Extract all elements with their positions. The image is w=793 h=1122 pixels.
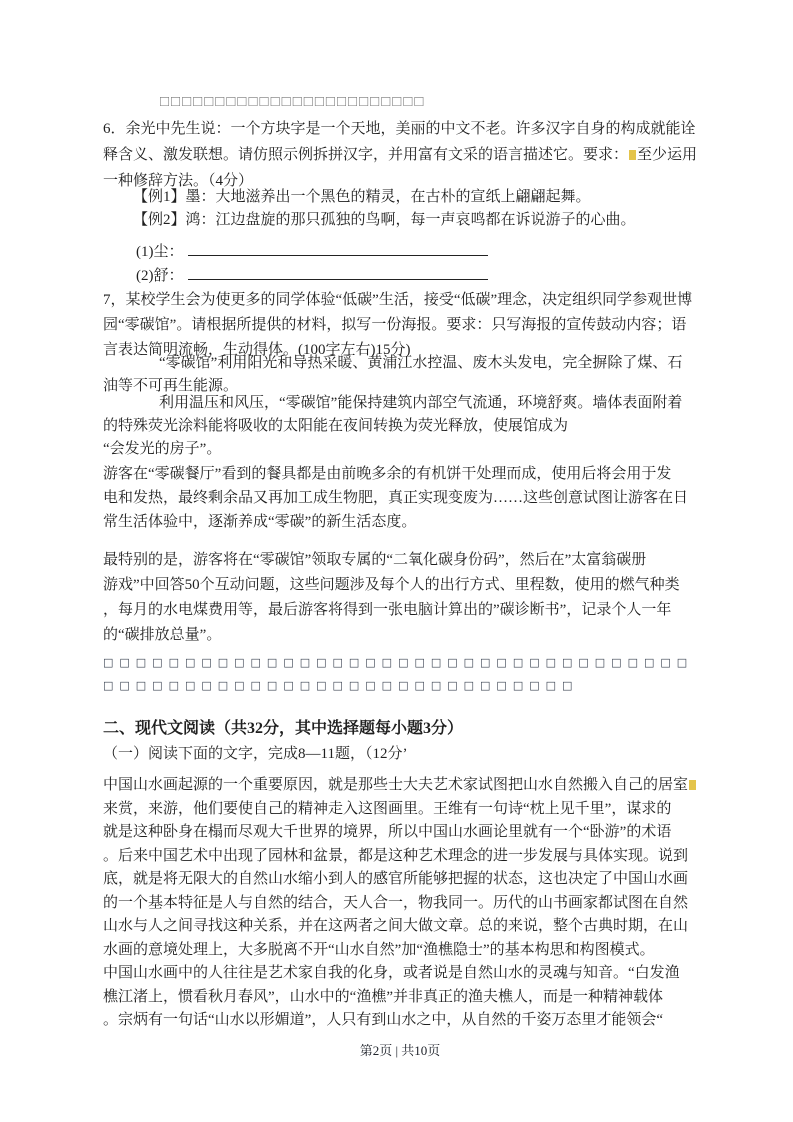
- section-2-heading: 二、现代文阅读（共32分，其中选择题每小题3分）: [103, 720, 464, 737]
- material-line: 电和发热，最终剩余品又再加工成生物肥，真正实现变废为……这些创意试图让游客在日: [103, 490, 689, 506]
- question-7-line: 园“零碳馆”。请根据所提供的材料，拟写一份海报。要求：只写海报的宣传鼓动内容；语: [103, 317, 687, 333]
- passage-line: [103, 774, 697, 798]
- box-glyphs: □□□□□□□□□□□□□□□□□□□□□□□□□□□□□□□□□□□□: [103, 656, 694, 669]
- material-line: 的“碳排放总量”。: [103, 627, 222, 643]
- material-line: ，每月的水电煤费用等，最后游客将得到一张电脑计算出的”碳诊断书”，记录个人一年: [103, 602, 672, 618]
- question-6-text: 至少运用: [637, 147, 698, 163]
- question-6-examples: [103, 186, 727, 232]
- answer-blank-line: [188, 266, 488, 280]
- highlight-mark: [689, 780, 696, 790]
- material-line: 利用温压和风压，“零碳馆”能保持建筑内部空气流通，环境舒爽。墙体表面附着: [159, 395, 683, 411]
- material-line: “零碳馆”利用阳光和导热采暖、黄浦江水控温、废木头发电，完全摒除了煤、石: [159, 355, 683, 371]
- material-line: 游客在“零碳餐厅”看到的餐具都是由前晚多余的有机饼干处理而成，使用后将会用于发: [103, 466, 672, 482]
- passage-line: 底，就是将无限大的自然山水缩小到人的感官所能够把握的状态，这也决定了中国山水画: [103, 871, 689, 887]
- material-line: 游戏”中回答50个互动问题，这些问题涉及每个人的出行方式、里程数，使用的燃气种类: [103, 577, 680, 593]
- passage-text: 中国山水画起源的一个重要原因，就是那些士大夫艺术家试图把山水自然搬入自己的居室: [103, 777, 689, 793]
- answer-blank-1-label: (1)尘：: [136, 244, 184, 260]
- material-line: 最特别的是，游客将在“零碳馆”领取专属的“二氧化碳身份码”，然后在”太富翁碳册: [103, 552, 647, 568]
- box-glyphs: □□□□□□□□□□□□□□□□□□□□□□□□□□□□□: [103, 679, 579, 692]
- question-7-line: 言表达简明流畅，生动得体。(100字左右)15分): [103, 342, 411, 358]
- page-number-footer: 第2页 | 共10页: [359, 1043, 441, 1058]
- material-line: 的特殊荧光涂料能将吸收的太阳能在夜间转换为荧光释放，使展馆成为: [103, 418, 569, 434]
- placeholder-box-row-small-2: [103, 679, 697, 692]
- passage-line: 。宗炳有一句话“山水以形媚道”，人只有到山水之中，从自然的千姿万态里才能领会“: [103, 1012, 663, 1028]
- reading-passage: [103, 774, 697, 1033]
- example-2: 【例2】鸿：江边盘旋的那只孤独的鸟啊，每一声哀鸣都在诉说游子的心曲。: [133, 212, 636, 228]
- answer-blank-line: [188, 242, 488, 256]
- question-6-answer-blanks: [103, 240, 730, 288]
- passage-line: 的一个基本特征是人与自然的结合，天人合一，物我同一。历代的山书画家都试图在自然: [103, 894, 689, 911]
- question-6-line: 6．余光中先生说：一个方块字是一个天地，美丽的中文不老。许多汉字自身的构成就能诠: [103, 121, 696, 137]
- question-6-text: 释含义、激发联想。请仿照示例拆拼汉字，并用富有文采的语言描述它。要求：: [103, 147, 629, 163]
- material-line: “会发光的房子”。: [103, 441, 222, 457]
- example-1: 【例1】墨：大地滋养出一个黑色的精灵，在古朴的宣纸上翩翩起舞。: [133, 189, 591, 205]
- passage-line: 就是这种卧身在榻而尽观大千世界的境界，所以中国山水画论里就有一个“卧游”的术语: [103, 824, 672, 840]
- passage-line: 山水与人之间寻找这种关系，并在这两者之间大做文章。总的来说，整个古典时期，在山: [103, 918, 689, 934]
- passage-line: 来赏，来游，他们要使自己的精神走入这图画里。王维有一句诗“枕上见千里”，谋求的: [103, 800, 672, 817]
- material-paragraph-4: [103, 548, 697, 648]
- placeholder-box-row-small-1: [103, 656, 697, 669]
- answer-blank-1: [136, 240, 730, 264]
- question-6-line: [103, 142, 697, 168]
- answer-blank-2: [136, 264, 730, 288]
- passage-line: 樵江渚上，惯看秋月春风”，山水中的“渔樵”并非真正的渔夫樵人，而是一种精神载体: [103, 988, 663, 1005]
- section-2-subheading: （一）阅读下面的文字，完成8—11题，（12分’: [103, 746, 408, 762]
- highlight-mark: [629, 150, 636, 160]
- box-glyphs: □□□□□□□□□□□□□□□□□□□□□□□□: [160, 94, 426, 110]
- placeholder-box-row-large: [103, 94, 754, 111]
- answer-blank-2-label: (2)舒：: [136, 268, 184, 284]
- question-6-line: 一种修辞方法。（4分）: [103, 173, 254, 189]
- passage-line: 中国山水画中的人往往是艺术家自我的化身，或者说是自然山水的灵魂与知音。“白发渔: [103, 965, 680, 981]
- material-paragraph-3: [103, 462, 697, 534]
- passage-line: 。后来中国艺术中出现了园林和盆景，都是这种艺术理念的进一步发展与具体实现。说到: [103, 847, 689, 864]
- material-line: 常生活体验中，逐渐养成“零碳”的新生活态度。: [103, 514, 417, 530]
- material-paragraph-2: [103, 392, 697, 461]
- question-6: [103, 116, 697, 194]
- question-7-line: 7，某校学生会为使更多的同学体验“低碳”生活，接受“低碳”理念，决定组织同学参观世博: [103, 292, 693, 308]
- material-line: 油等不可再生能源。: [103, 378, 239, 394]
- passage-line: 水画的意境处理上，大多脱离不开“山水自然”加“渔樵隐士”的基本构思和构图模式。: [103, 941, 655, 958]
